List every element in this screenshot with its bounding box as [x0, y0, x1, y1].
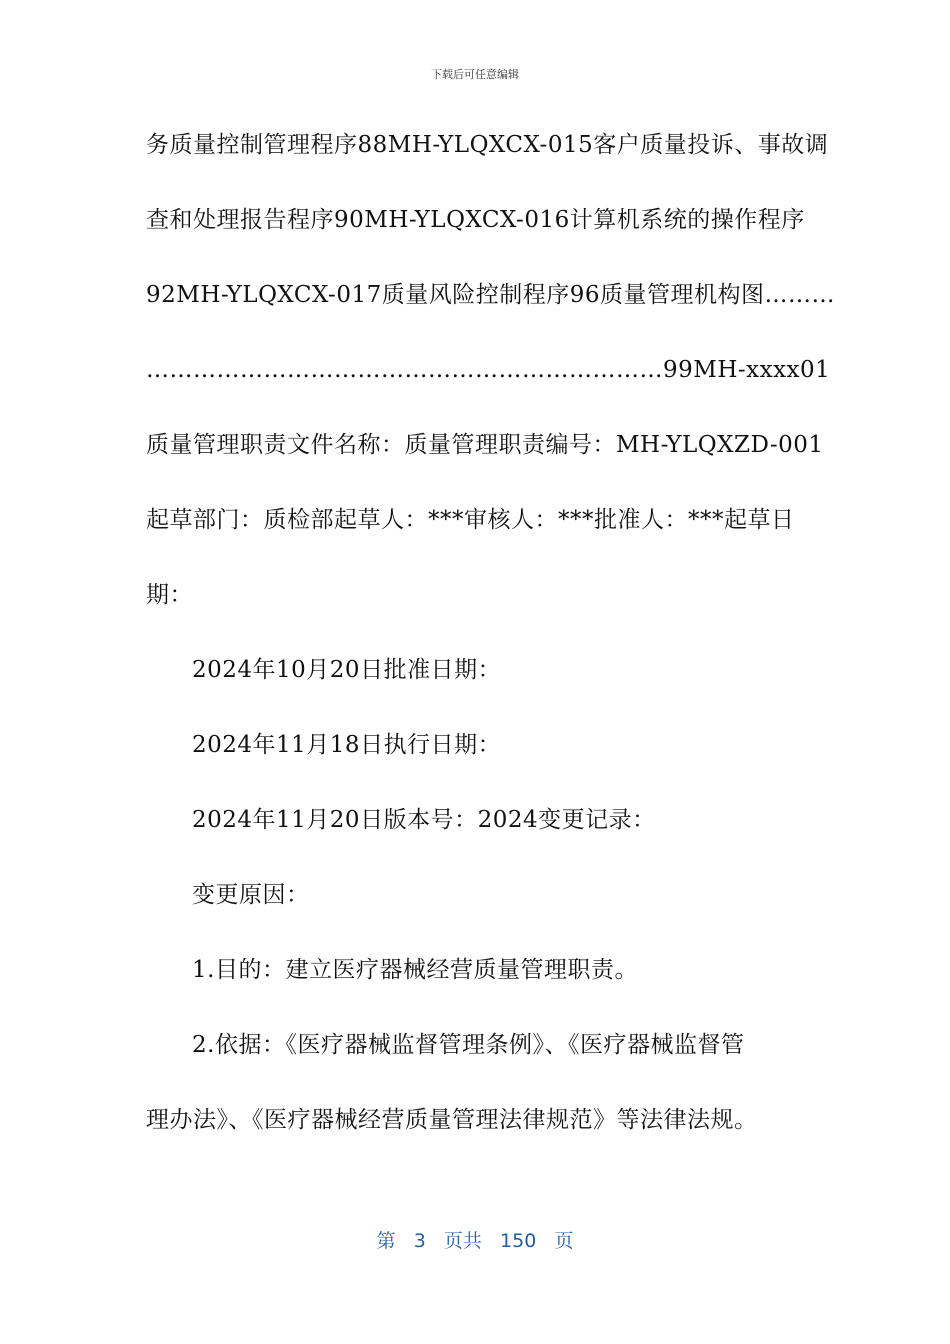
- footer-suffix: 页: [554, 1230, 574, 1252]
- footer-prefix: 第: [376, 1230, 396, 1252]
- page-footer: [0, 1226, 950, 1253]
- body-line: 务质量控制管理程序88MH-YLQXCX-015客户质量投诉、事故调: [146, 132, 829, 158]
- body-line: 2024年11月18日执行日期：: [192, 732, 502, 758]
- body-line: 2024年10月20日批准日期：: [192, 657, 502, 683]
- body-line: 2.依据：《医疗器械监督管理条例》、《医疗器械监督管: [192, 1032, 745, 1058]
- page-total: 150: [500, 1230, 537, 1252]
- body-line: 变更原因：: [192, 882, 310, 908]
- body-line: 92MH-YLQXCX-017质量风险控制程序96质量管理机构图………: [146, 282, 835, 308]
- body-line: 起草部门：质检部起草人：***审核人：***批准人：***起草日: [146, 507, 795, 533]
- footer-middle: 页共: [443, 1230, 482, 1252]
- page-number: 3: [413, 1230, 426, 1252]
- body-line: 质量管理职责文件名称：质量管理职责编号：MH-YLQXZD-001: [146, 432, 824, 458]
- page-header: 下载后可任意编辑: [431, 68, 519, 81]
- body-line: …………………………………………………………99MH-xxxx01: [146, 357, 831, 383]
- body-line: 2024年11月20日版本号：2024变更记录：: [192, 807, 656, 833]
- body-line: 查和处理报告程序90MH-YLQXCX-016计算机系统的操作程序: [146, 207, 805, 233]
- body-line: 理办法》、《医疗器械经营质量管理法律规范》等法律法规。: [146, 1107, 758, 1133]
- body-line: 1.目的：建立医疗器械经营质量管理职责。: [192, 957, 638, 983]
- body-line: 期：: [146, 582, 193, 608]
